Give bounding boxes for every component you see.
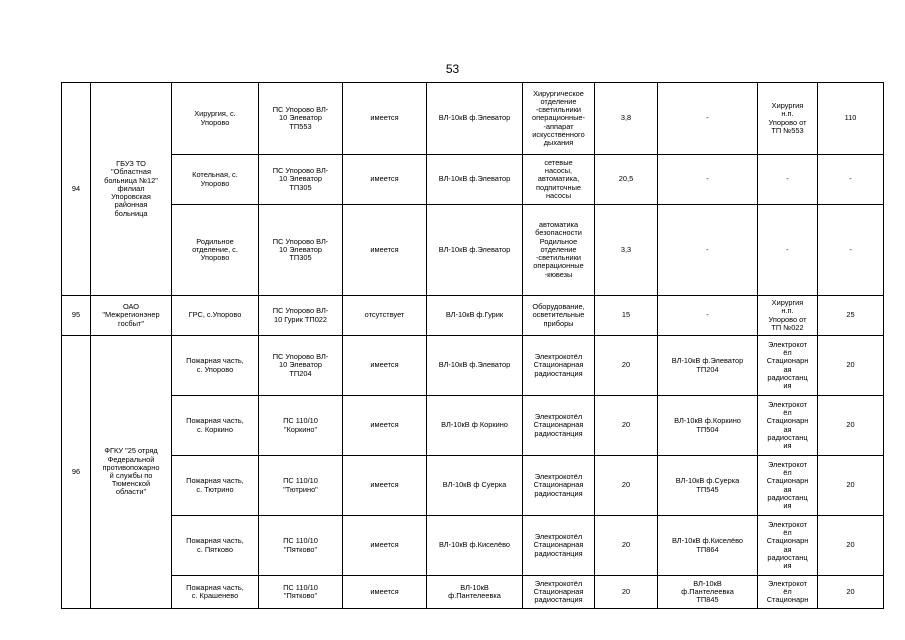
object-cell: Хирургия, с. Упорово xyxy=(172,83,259,155)
consumers-cell: автоматика безопасности Родильное отделение -светильники операционные -кювезы xyxy=(523,205,595,296)
source-cell: ПС Упорово ВЛ- 10 Элеватор ТП204 xyxy=(259,336,343,396)
consumers-cell: Оборудование, осветительные приборы xyxy=(523,296,595,336)
table-row xyxy=(62,296,884,336)
reserve-cell: имеется xyxy=(343,456,427,516)
line-cell: ВЛ-10кВ ф.Киселёво xyxy=(427,516,523,576)
load-cell: 20 xyxy=(595,576,658,609)
reserve-cell: имеется xyxy=(343,516,427,576)
organization-cell: ФГКУ "25 отряд Федеральной противопожарно й службы по Тюменской области" xyxy=(91,336,172,609)
table-row xyxy=(62,456,884,516)
line-cell: ВЛ-10кВ ф.Пантелеевка xyxy=(427,576,523,609)
backup-object-cell: Электрокот ёл Стационарн ая радиостанц ия xyxy=(758,336,818,396)
backup-line-cell: - xyxy=(658,83,758,155)
source-cell: ПС 110/10 "Коркино" xyxy=(259,396,343,456)
backup-line-cell: - xyxy=(658,296,758,336)
power-cell: 20 xyxy=(818,396,884,456)
backup-line-cell: - xyxy=(658,155,758,205)
load-cell: 20 xyxy=(595,336,658,396)
row-number-cell: 94 xyxy=(62,83,91,296)
backup-object-cell: Электрокот ёл Стационарн xyxy=(758,576,818,609)
object-cell: Котельная, с. Упорово xyxy=(172,155,259,205)
reserve-cell: имеется xyxy=(343,576,427,609)
load-cell: 20,5 xyxy=(595,155,658,205)
load-cell: 3,8 xyxy=(595,83,658,155)
backup-object-cell: - xyxy=(758,155,818,205)
object-cell: Пожарная часть, с. Коркино xyxy=(172,396,259,456)
row-number-cell: 95 xyxy=(62,296,91,336)
consumers-cell: Электрокотёл Стационарная радиостанция xyxy=(523,456,595,516)
object-cell: Родильное отделение, с. Упорово xyxy=(172,205,259,296)
reserve-cell: имеется xyxy=(343,205,427,296)
source-cell: ПС Упорово ВЛ- 10 Элеватор ТП305 xyxy=(259,155,343,205)
source-cell: ПС Упорово ВЛ- 10 Гурик ТП022 xyxy=(259,296,343,336)
consumers-cell: Хирургическое отделение -светильники операционные- -аппарат искусственного дыхания xyxy=(523,83,595,155)
line-cell: ВЛ-10кВ ф Суерка xyxy=(427,456,523,516)
backup-line-cell: ВЛ-10кВ ф.Элеватор ТП204 xyxy=(658,336,758,396)
line-cell: ВЛ-10кВ ф.Элеватор xyxy=(427,83,523,155)
reserve-cell: имеется xyxy=(343,83,427,155)
power-cell: 20 xyxy=(818,336,884,396)
source-cell: ПС 110/10 "Пятково" xyxy=(259,516,343,576)
object-cell: Пожарная часть, с. Тютрино xyxy=(172,456,259,516)
table-row xyxy=(62,396,884,456)
power-cell: 20 xyxy=(818,576,884,609)
power-cell: 110 xyxy=(818,83,884,155)
row-number-cell: 96 xyxy=(62,336,91,609)
table-row xyxy=(62,83,884,155)
table-row xyxy=(62,516,884,576)
reserve-cell: имеется xyxy=(343,396,427,456)
line-cell: ВЛ-10кВ ф.Элеватор xyxy=(427,205,523,296)
line-cell: ВЛ-10кВ ф.Элеватор xyxy=(427,155,523,205)
line-cell: ВЛ-10кВ ф.Гурик xyxy=(427,296,523,336)
table-row xyxy=(62,205,884,296)
power-cell: - xyxy=(818,205,884,296)
line-cell: ВЛ-10кВ ф.Элеватор xyxy=(427,336,523,396)
backup-object-cell: - xyxy=(758,205,818,296)
load-cell: 20 xyxy=(595,516,658,576)
load-cell: 15 xyxy=(595,296,658,336)
consumers-cell: сетевые насосы, автоматика, подпиточные насосы xyxy=(523,155,595,205)
power-cell: 20 xyxy=(818,516,884,576)
object-cell: Пожарная часть, с. Крашенево xyxy=(172,576,259,609)
reserve-cell: имеется xyxy=(343,336,427,396)
reserve-cell: отсутствует xyxy=(343,296,427,336)
source-cell: ПС 110/10 "Пятково" xyxy=(259,576,343,609)
table-row xyxy=(62,336,884,396)
power-cell: - xyxy=(818,155,884,205)
reserve-cell: имеется xyxy=(343,155,427,205)
load-cell: 3,3 xyxy=(595,205,658,296)
source-cell: ПС Упорово ВЛ- 10 Элеватор ТП553 xyxy=(259,83,343,155)
backup-line-cell: ВЛ-10кВ ф.Коркино ТП504 xyxy=(658,396,758,456)
source-cell: ПС Упорово ВЛ- 10 Элеватор ТП305 xyxy=(259,205,343,296)
backup-line-cell: - xyxy=(658,205,758,296)
backup-object-cell: Электрокот ёл Стационарн ая радиостанц ия xyxy=(758,456,818,516)
object-cell: ГРС, с.Упорово xyxy=(172,296,259,336)
backup-line-cell: ВЛ-10кВ ф.Пантелеевка ТП845 xyxy=(658,576,758,609)
organization-cell: ОАО "Межрегионэнер госбыт" xyxy=(91,296,172,336)
power-cell: 20 xyxy=(818,456,884,516)
backup-object-cell: Электрокот ёл Стационарн ая радиостанц ия xyxy=(758,396,818,456)
object-cell: Пожарная часть, с. Упорово xyxy=(172,336,259,396)
backup-object-cell: Хирургия н.п. Упорово от ТП №553 xyxy=(758,83,818,155)
backup-line-cell: ВЛ-10кВ ф.Киселёво ТП864 xyxy=(658,516,758,576)
consumers-cell: Электрокотёл Стационарная радиостанция xyxy=(523,576,595,609)
object-cell: Пожарная часть, с. Пятково xyxy=(172,516,259,576)
line-cell: ВЛ-10кВ ф Коркино xyxy=(427,396,523,456)
source-cell: ПС 110/10 "Тютрино" xyxy=(259,456,343,516)
table-row xyxy=(62,155,884,205)
table-row xyxy=(62,576,884,609)
backup-line-cell: ВЛ-10кВ ф.Суерка ТП545 xyxy=(658,456,758,516)
page-number: 53 xyxy=(445,62,460,76)
consumers-cell: Электрокотёл Стационарная радиостанция xyxy=(523,516,595,576)
data-table xyxy=(61,82,884,609)
consumers-cell: Электрокотёл Стационарная радиостанция xyxy=(523,396,595,456)
organization-cell: ГБУЗ ТО "Областная больница №12" филиал Упоровская районная больница xyxy=(91,83,172,296)
backup-object-cell: Электрокот ёл Стационарн ая радиостанц ия xyxy=(758,516,818,576)
backup-object-cell: Хирургия н.п. Упорово от ТП №022 xyxy=(758,296,818,336)
consumers-cell: Электрокотёл Стационарная радиостанция xyxy=(523,336,595,396)
load-cell: 20 xyxy=(595,456,658,516)
load-cell: 20 xyxy=(595,396,658,456)
power-cell: 25 xyxy=(818,296,884,336)
